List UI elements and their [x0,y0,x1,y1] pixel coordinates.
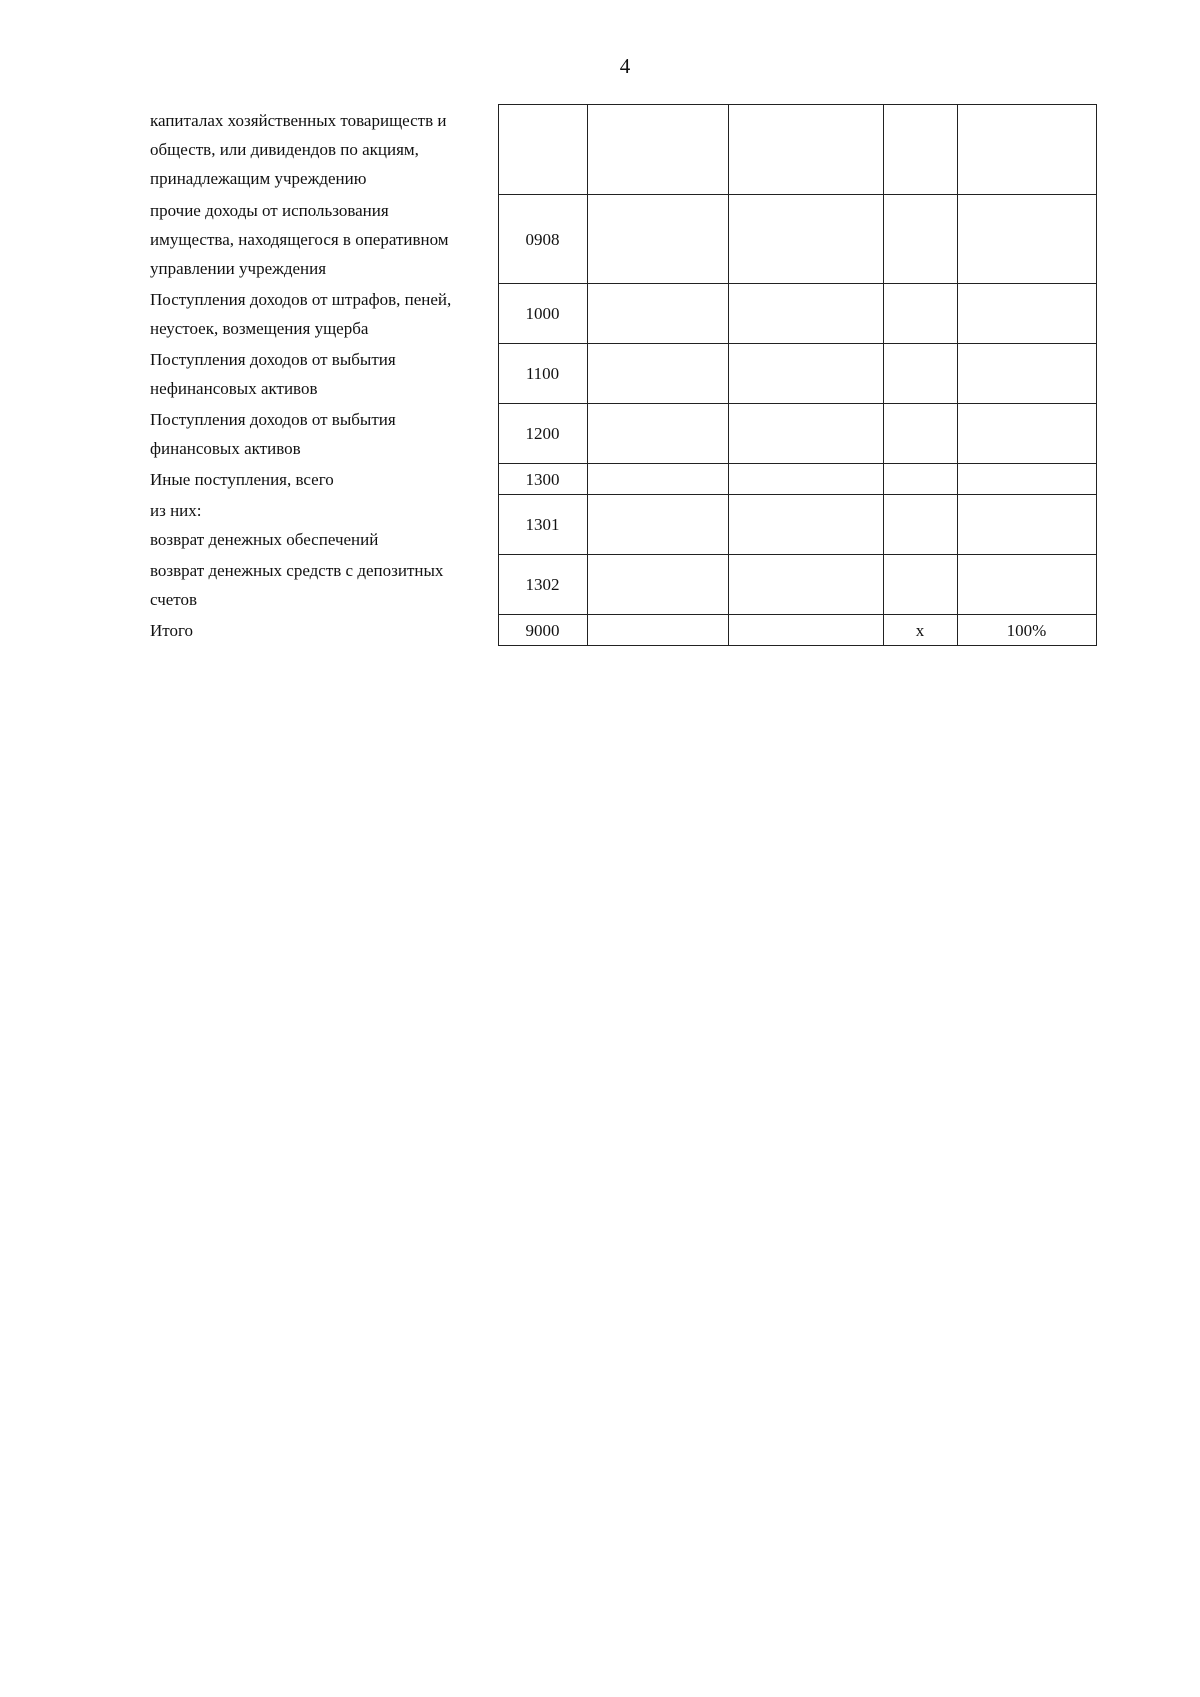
row-value-col5 [883,404,957,464]
row-value-col5: х [883,615,957,646]
row-value-col5 [883,555,957,615]
row-value-col3 [587,195,728,284]
table-row [150,495,1096,555]
table-row [150,284,1096,344]
row-value-col4 [728,495,883,555]
row-label: прочие доходы от использования имущества, находящегося в оперативном управлении учреждения [150,200,449,278]
row-value-col4 [728,344,883,404]
row-label: Поступления доходов от выбытия финансовых активов [150,409,396,458]
row-value-col3 [587,555,728,615]
table-row [150,344,1096,404]
row-code: 1200 [498,404,587,464]
table-row [150,555,1096,615]
row-value-col6 [957,344,1096,404]
row-value-col6 [957,464,1096,495]
row-code: 1302 [498,555,587,615]
row-value-col6: 100% [957,615,1096,646]
table-row [150,404,1096,464]
row-label: Поступления доходов от штрафов, пеней, неустоек, возмещения ущерба [150,289,452,338]
row-value-col4 [728,615,883,646]
row-value-col3 [587,404,728,464]
row-value-col6 [957,555,1096,615]
row-code: 0908 [498,195,587,284]
row-value-col6 [957,404,1096,464]
row-value-col5 [883,105,957,195]
row-value-col4 [728,464,883,495]
row-value-col3 [587,464,728,495]
row-value-col4 [728,284,883,344]
row-value-col5 [883,464,957,495]
row-value-col4 [728,105,883,195]
row-label: Иные поступления, всего [150,469,334,489]
row-value-col4 [728,555,883,615]
table-row [150,105,1096,195]
row-value-col3 [587,615,728,646]
row-code: 1000 [498,284,587,344]
row-code [498,105,587,195]
row-value-col4 [728,195,883,284]
table-row [150,195,1096,284]
table-row-total [150,615,1096,646]
row-value-col6 [957,284,1096,344]
row-value-col6 [957,495,1096,555]
receipts-table [150,104,1097,646]
row-label: Итого [150,620,194,640]
row-code: 9000 [498,615,587,646]
row-value-col5 [883,344,957,404]
row-value-col5 [883,195,957,284]
row-code: 1100 [498,344,587,404]
page-number: 4 [619,54,631,78]
row-value-col3 [587,105,728,195]
row-label: Поступления доходов от выбытия нефинансовых активов [150,349,396,398]
row-value-col6 [957,195,1096,284]
row-value-col3 [587,284,728,344]
row-label: из них: возврат денежных обеспечений [150,500,379,549]
row-label: возврат денежных средств с депозитных счетов [150,560,444,609]
row-code: 1301 [498,495,587,555]
row-value-col5 [883,495,957,555]
row-value-col4 [728,404,883,464]
row-label: капиталах хозяйственных товариществ и обществ, или дивидендов по акциям, принадлежащим учреждению [150,111,447,188]
row-value-col6 [957,105,1096,195]
row-code: 1300 [498,464,587,495]
row-value-col5 [883,284,957,344]
table-row [150,464,1096,495]
row-value-col3 [587,344,728,404]
row-value-col3 [587,495,728,555]
